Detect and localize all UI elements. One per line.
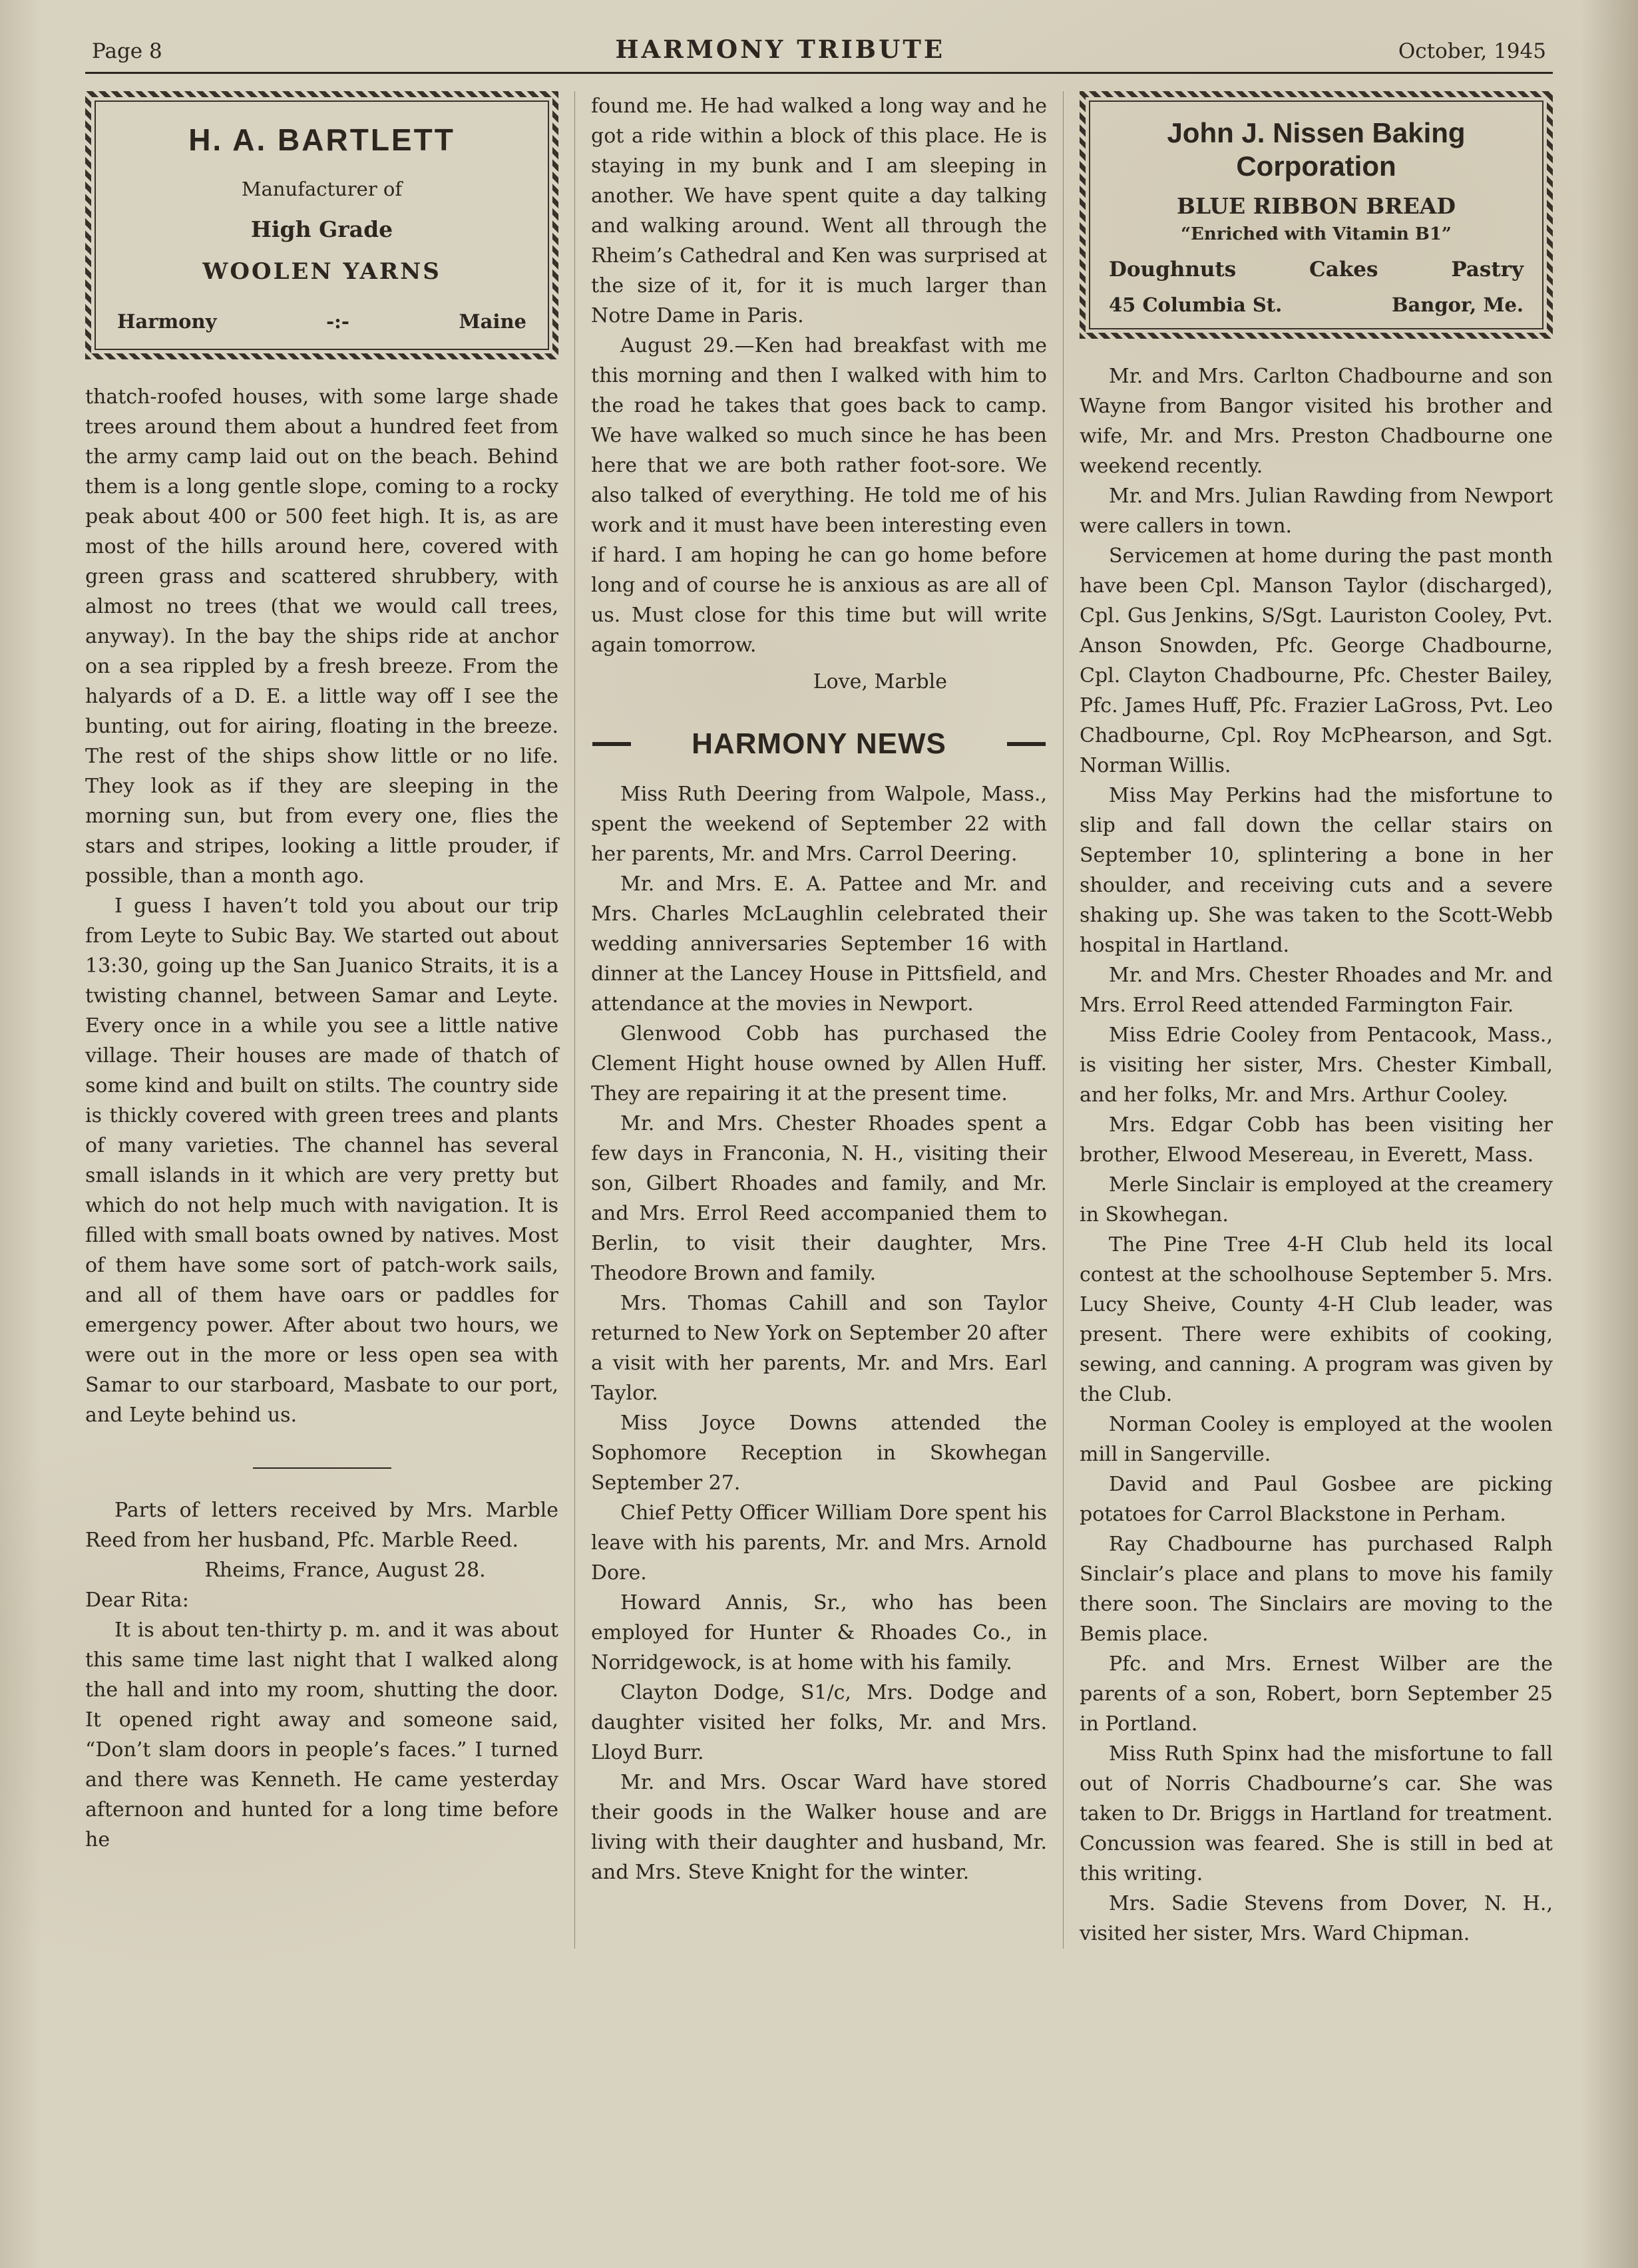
bartlett-ad-product: WOOLEN YARNS [202, 258, 441, 285]
nissen-ad-tagline: “Enriched with Vitamin B1” [1181, 224, 1452, 245]
paragraph: August 29.—Ken had breakfast with me this morning and then I walked with him to the road he takes that goes back to camp. We have walked so much since he has been here that we are both rather foot-sore. We also talked of everything. He told me of his work and it must have been interesting even if hard. I am hoping he can go home before long and of course he is anxious as are all of us. Must close for this time but will write again tomorrow. [591, 334, 1047, 657]
paragraph: The Pine Tree 4-H Club held its local contest at the schoolhouse September 5. Mrs. Lucy Sheive, County 4-H Club leader, was present. There were exhibits of cooking, sewing, and canning. A program was given by the Club. [1080, 1233, 1553, 1407]
right-column-news [1080, 361, 1553, 1949]
nissen-ad-location-row [1104, 293, 1529, 316]
paragraph: Miss May Perkins had the misfortune to slip and fall down the cellar stairs on September 10, splintering a bone in her shoulder, and receiving cuts and a severe shaking up. She was taken to the Scott-Webb hospital in Hartland. [1080, 784, 1553, 958]
paragraph: Chief Petty Officer William Dore spent his leave with his parents, Mr. and Mrs. Arnold Dore. [591, 1501, 1047, 1585]
paragraph: Mr. and Mrs. Chester Rhoades and Mr. and Mrs. Errol Reed attended Farmington Fair. [1080, 964, 1553, 1018]
paragraph: Mr. and Mrs. Carlton Chadbourne and son Wayne from Bangor visited his brother and wife, Mr. and Mrs. Preston Chadbourne one weekend recently. [1080, 365, 1553, 478]
column-right [1064, 91, 1553, 1949]
paragraph: found me. He had walked a long way and he got a ride within a block of this place. He is staying in my bunk and I am sleeping in another. We have spent quite a day talking and walking around. Went all through the Rheim’s Cathedral and Ken was surprised at the size of it, for it is much larger than Notre Dame in Paris. [591, 94, 1047, 327]
paragraph: Howard Annis, Sr., who has been employed for Hunter & Rhoades Co., in Norridgewock, is at home with his family. [591, 1591, 1047, 1674]
bartlett-ad-separator: -:- [326, 310, 349, 333]
paragraph: Mr. and Mrs. Julian Rawding from Newport were callers in town. [1080, 484, 1553, 538]
heading-dash-left [592, 742, 631, 746]
bartlett-ad-subtitle: Manufacturer of [241, 178, 403, 200]
nissen-ad-item-pastry: Pastry [1451, 258, 1524, 282]
paragraph: Merle Sinclair is employed at the creamery in Skowhegan. [1080, 1173, 1553, 1227]
masthead-rule [85, 72, 1553, 74]
paragraph: Parts of letters received by Mrs. Marble Reed from her husband, Pfc. Marble Reed. [85, 1499, 558, 1552]
nissen-ad-item-doughnuts: Doughnuts [1109, 258, 1237, 282]
paper-title: HARMONY TRIBUTE [615, 35, 946, 64]
middle-column-news [591, 779, 1047, 1887]
left-column-letter-intro [85, 1495, 558, 1855]
letter-dateline: Rheims, France, August 28. [204, 1559, 486, 1582]
paragraph: Mrs. Edgar Cobb has been visiting her brother, Elwood Mesereau, in Everett, Mass. [1080, 1113, 1553, 1167]
paragraph: Mrs. Sadie Stevens from Dover, N. H., visited her sister, Mrs. Ward Chipman. [1080, 1892, 1553, 1946]
paragraph: It is about ten-thirty p. m. and it was about this same time last night that I walked along the hall and into my room, shutting the door. It opened right away and someone said, “Don’t slam doors in people’s faces.” I turned and there was Kenneth. He came yesterday afternoon and hunted for a long time before he [85, 1618, 558, 1851]
bartlett-ad [85, 91, 558, 359]
bartlett-ad-grade: High Grade [250, 216, 393, 242]
page-number: Page 8 [92, 39, 162, 63]
columns [85, 91, 1553, 1949]
nissen-ad-item-cakes: Cakes [1309, 258, 1378, 282]
middle-column-letter-text [591, 91, 1047, 660]
column-left [85, 91, 574, 1949]
nissen-ad-product: BLUE RIBBON BREAD [1176, 193, 1456, 220]
bartlett-ad-inner [95, 100, 549, 350]
bartlett-ad-state: Maine [459, 310, 526, 333]
nissen-ad [1080, 91, 1553, 339]
nissen-ad-address: 45 Columbia St. [1109, 293, 1283, 317]
paragraph: Mr. and Mrs. E. A. Pattee and Mr. and Mrs. Charles McLaughlin celebrated their wedding anniversaries September 16 with dinner at the Lancey House in Pittsfield, and attendance at the movies in Newport. [591, 872, 1047, 1016]
harmony-news-heading [592, 727, 1046, 761]
column-middle [574, 91, 1064, 1949]
nissen-ad-name-line1: John J. Nissen Baking [1167, 117, 1466, 148]
paragraph: Miss Joyce Downs attended the Sophomore Reception in Skowhegan September 27. [591, 1412, 1047, 1495]
paragraph: Ray Chadbourne has purchased Ralph Sinclair’s place and plans to move his family there soon. The Sinclairs are moving to the Bemis place. [1080, 1533, 1553, 1646]
paragraph: Mr. and Mrs. Chester Rhoades spent a few days in Franconia, N. H., visiting their son, Gilbert Rhoades and family, and Mr. and Mrs. Errol Reed accompanied them to Berlin, to visit their daughter, Mrs. Theodore Brown and family. [591, 1112, 1047, 1285]
nissen-ad-city: Bangor, Me. [1391, 293, 1524, 317]
masthead [85, 35, 1553, 72]
paragraph: Miss Ruth Deering from Walpole, Mass., spent the weekend of September 22 with her parents, Mr. and Mrs. Carrol Deering. [591, 783, 1047, 866]
harmony-news-title: HARMONY NEWS [692, 727, 946, 760]
section-divider [253, 1467, 391, 1469]
bartlett-ad-city: Harmony [117, 310, 217, 333]
paragraph: Mr. and Mrs. Oscar Ward have stored their goods in the Walker house and are living with their daughter and husband, Mr. and Mrs. Steve Knight for the winter. [591, 1771, 1047, 1884]
nissen-ad-items-row [1104, 258, 1529, 282]
paragraph: Norman Cooley is employed at the woolen mill in Sangerville. [1080, 1413, 1553, 1467]
left-column-letter-text [85, 382, 558, 1430]
nissen-ad-inner [1089, 100, 1543, 329]
paragraph: Glenwood Cobb has purchased the Clement Hight house owned by Allen Huff. They are repairing it at the present time. [591, 1022, 1047, 1105]
paragraph: Servicemen at home during the past month have been Cpl. Manson Taylor (discharged), Cpl. Gus Jenkins, S/Sgt. Lauriston Cooley, Pvt. Anson Snowden, Pfc. George Chadbourne, Cpl. Clayton Chadbourne, Pfc. Chester Bailey, Pfc. James Huff, Pfc. Frazier LaGross, Pvt. Leo Chadbourne, Cpl. Roy McPhearson, and Sgt. Norman Willis. [1080, 544, 1553, 778]
letter-signoff: Love, Marble [813, 670, 947, 693]
paragraph: Clayton Dodge, S1/c, Mrs. Dodge and daughter visited her folks, Mr. and Mrs. Lloyd Burr. [591, 1681, 1047, 1764]
paragraph: Miss Ruth Spinx had the misfortune to fall out of Norris Chadbourne’s car. She was taken to Dr. Briggs in Hartland for treatment. Concussion was feared. She is still in bed at this writing. [1080, 1742, 1553, 1886]
paragraph: David and Paul Gosbee are picking potatoes for Carrol Blackstone in Perham. [1080, 1473, 1553, 1527]
letter-salutation: Dear Rita: [85, 1589, 189, 1612]
bartlett-ad-location-row [112, 310, 532, 333]
paragraph: I guess I haven’t told you about our trip from Leyte to Subic Bay. We started out about 13:30, going up the San Juanico Straits, it is a twisting channel, between Samar and Leyte. Every once in a while you see a little native village. Their houses are made of thatch of some kind and built on stilts. The country side is thickly covered with green trees and plants of many varieties. The channel has several small islands in it which are very pretty but which do not help much with navigation. It is filled with small boats owned by natives. Most of them have some sort of patch-work sails, and all of them have oars or paddles for emergency power. After about two hours, we were out in the more or less open sea with Samar to our starboard, Masbate to our port, and Leyte behind us. [85, 894, 558, 1427]
heading-dash-right [1007, 742, 1046, 746]
issue-date: October, 1945 [1398, 39, 1546, 63]
paragraph: thatch-roofed houses, with some large shade trees around them about a hundred feet from the army camp laid out on the beach. Behind them is a long gentle slope, coming to a rocky peak about 400 or 500 feet high. It is, as are most of the hills around here, covered with green grass and scattered shrubbery, with almost no trees (that we would call trees, anyway). In the bay the ships ride at anchor on a sea rippled by a fresh breeze. From the halyards of a D. E. a little way off I see the bunting, out for airing, floating in the breeze. The rest of the ships show little or no life. They look as if they are sleeping in the morning sun, but from every one, flies the stars and stripes, looking a little prouder, if possible, than a month ago. [85, 385, 558, 888]
paragraph: Pfc. and Mrs. Ernest Wilber are the parents of a son, Robert, born September 25 in Portland. [1080, 1652, 1553, 1736]
bartlett-ad-name: H. A. BARTLETT [188, 122, 455, 157]
nissen-ad-name-line2: Corporation [1236, 150, 1396, 182]
paragraph: Mrs. Thomas Cahill and son Taylor returned to New York on September 20 after a visit with her parents, Mr. and Mrs. Earl Taylor. [591, 1292, 1047, 1405]
paragraph: Miss Edrie Cooley from Pentacook, Mass., is visiting her sister, Mrs. Chester Kimball, and her folks, Mr. and Mrs. Arthur Cooley. [1080, 1024, 1553, 1107]
